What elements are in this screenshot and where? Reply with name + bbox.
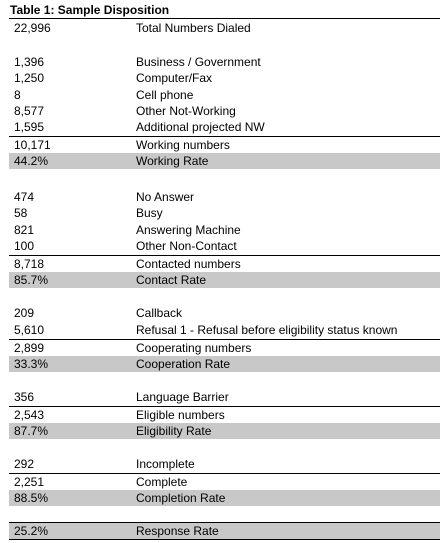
row-label: Contact Rate — [136, 273, 207, 287]
row-value: 2,251 — [14, 475, 45, 489]
row-value: 821 — [14, 223, 35, 237]
table-row — [9, 103, 440, 119]
table-row-subtotal — [9, 339, 440, 356]
table-bottom-rule — [9, 539, 440, 540]
table-row — [9, 222, 440, 238]
table-row — [9, 87, 440, 103]
row-value: 474 — [14, 190, 35, 204]
table-row — [9, 322, 440, 338]
row-label: Other Non-Contact — [136, 239, 237, 253]
row-label: Refusal 1 - Refusal before eligibility status known — [136, 323, 398, 337]
table-row — [9, 189, 440, 205]
row-value: 1,396 — [14, 55, 45, 69]
row-value: 5,610 — [14, 323, 45, 337]
row-value: 10,171 — [14, 138, 51, 152]
table-row-subtotal — [9, 136, 440, 153]
table-row — [9, 238, 440, 254]
row-label: No Answer — [136, 190, 195, 204]
row-value: 33.3% — [14, 357, 49, 371]
row-label: Computer/Fax — [136, 71, 213, 85]
table-row-subtotal — [9, 406, 440, 423]
row-label: Additional projected NW — [136, 120, 265, 134]
row-label: Business / Government — [136, 55, 261, 69]
row-label: Other Not-Working — [136, 104, 236, 118]
table-title: Table 1: Sample Disposition — [10, 3, 170, 17]
table-row — [9, 305, 440, 321]
table-row — [9, 205, 440, 221]
row-label: Working numbers — [136, 138, 230, 152]
row-label: Total Numbers Dialed — [136, 21, 251, 35]
table-row — [9, 389, 440, 405]
table-top-rule — [9, 18, 440, 19]
row-value: 209 — [14, 306, 35, 320]
row-value: 2,899 — [14, 341, 45, 355]
row-label: Contacted numbers — [136, 257, 241, 271]
row-value: 8 — [14, 88, 21, 102]
row-value: 88.5% — [14, 491, 49, 505]
row-value: 22,996 — [14, 21, 51, 35]
row-value: 87.7% — [14, 424, 49, 438]
row-label: Language Barrier — [136, 390, 229, 404]
row-label: Eligible numbers — [136, 408, 225, 422]
row-label: Completion Rate — [136, 491, 226, 505]
row-value: 356 — [14, 390, 35, 404]
table-row-subtotal — [9, 473, 440, 490]
row-value: 44.2% — [14, 154, 49, 168]
row-value: 1,595 — [14, 120, 45, 134]
row-value: 8,577 — [14, 104, 45, 118]
row-label: Callback — [136, 306, 183, 320]
row-label: Cell phone — [136, 88, 194, 102]
table-row-subtotal — [9, 255, 440, 272]
row-value: 1,250 — [14, 71, 45, 85]
row-value: 85.7% — [14, 273, 49, 287]
row-label: Eligibility Rate — [136, 424, 212, 438]
row-value: 25.2% — [14, 524, 49, 538]
table-row-rate — [9, 423, 440, 439]
row-label: Complete — [136, 475, 188, 489]
table-row-rate — [9, 356, 440, 372]
table-row — [9, 70, 440, 86]
row-value: 8,718 — [14, 257, 45, 271]
row-value: 2,543 — [14, 408, 45, 422]
row-label: Answering Machine — [136, 223, 241, 237]
table-row — [9, 119, 440, 135]
table-row-rate — [9, 522, 440, 539]
row-label: Working Rate — [136, 154, 209, 168]
table-row — [9, 456, 440, 472]
row-label: Busy — [136, 206, 163, 220]
table-row — [9, 54, 440, 70]
row-label: Incomplete — [136, 457, 195, 471]
table-row-rate — [9, 272, 440, 288]
table-row-rate — [9, 153, 440, 169]
row-label: Response Rate — [136, 524, 219, 538]
row-label: Cooperating numbers — [136, 341, 252, 355]
row-label: Cooperation Rate — [136, 357, 231, 371]
row-value: 100 — [14, 239, 35, 253]
table-row-rate — [9, 490, 440, 506]
row-value: 58 — [14, 206, 28, 220]
row-value: 292 — [14, 457, 35, 471]
table-row — [9, 20, 440, 36]
